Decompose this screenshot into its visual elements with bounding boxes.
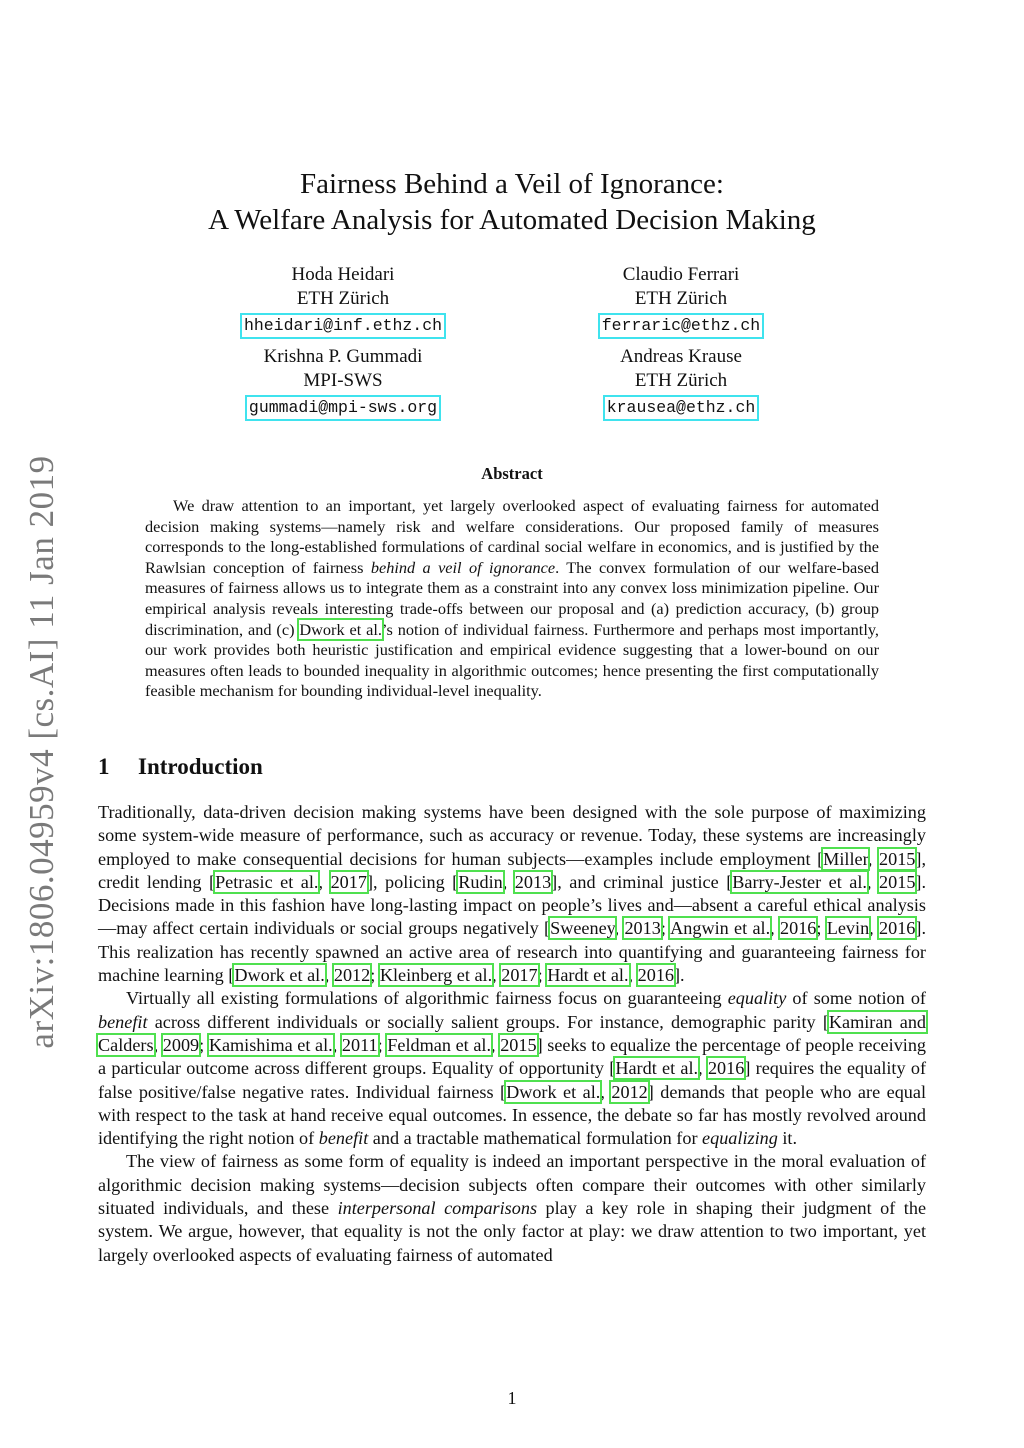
citation-year-link[interactable]: 2011 — [341, 1034, 378, 1055]
citation-link[interactable]: Dwork et al. — [299, 619, 382, 639]
introduction-body — [98, 801, 926, 1267]
author-block — [213, 263, 473, 339]
citation-year-link[interactable]: 2016 — [879, 918, 916, 939]
author-name: Andreas Krause — [620, 346, 742, 367]
citation-link[interactable]: Dwork et al. — [506, 1081, 601, 1102]
citation-year-link[interactable]: 2015 — [500, 1034, 537, 1055]
author-block — [551, 263, 811, 339]
section-number: 1 — [98, 754, 110, 779]
author-block — [213, 345, 473, 421]
citation-link[interactable]: Angwin et al. — [670, 918, 771, 939]
author-affiliation: ETH Zürich — [634, 288, 728, 309]
citation-link[interactable]: Dwork et al. — [234, 965, 325, 986]
author-email-link[interactable]: ferraric@ethz.ch — [598, 313, 764, 339]
citation-year-link[interactable]: 2013 — [514, 871, 552, 892]
citation-link[interactable]: Miller — [823, 848, 868, 869]
citation-year-link[interactable]: 2017 — [501, 965, 538, 986]
citation-link[interactable]: Sweeney — [550, 918, 615, 939]
citation-year-link[interactable]: 2013 — [624, 918, 661, 939]
author-affiliation: ETH Zürich — [296, 288, 390, 309]
paragraph: Virtually all existing formulations of algorithmic fairness focus on guaranteeing equality of some notion of benefit across different individuals or socially salient groups. For instance, demographic parity [Kamiran and Calders, 2009; Kamishima et al., 2011; Feldman et al., 2015] seeks to equalize the percentage of people receiving a particular outcome across different groups. Equality of opportunity [Hardt et al., 2016] requires the equality of false positive/false negative rates. Individual fairness [Dwork et al., 2012] demands that people who are equal with respect to the task at hand receive equal outcomes. In essence, the debate so far has mostly revolved around identifying the right notion of benefit and a tractable mathematical formulation for equalizing it. — [98, 988, 927, 1149]
author-name: Claudio Ferrari — [622, 264, 740, 285]
author-block — [551, 345, 811, 421]
paper-title — [0, 166, 1024, 238]
citation-link[interactable]: Hardt et al. — [615, 1058, 699, 1079]
page-number: 1 — [507, 1388, 517, 1408]
arxiv-identifier: arXiv:1806.04959v4 [cs.AI] 11 Jan 2019 — [22, 455, 61, 1049]
citation-link[interactable]: Rudin — [458, 871, 503, 892]
citation-link[interactable]: Barry-Jester et al. — [732, 871, 867, 892]
citation-year-link[interactable]: 2015 — [879, 871, 916, 892]
abstract-emphasis: behind a veil of ignorance — [370, 557, 556, 577]
citation-link[interactable]: Kleinberg et al. — [379, 965, 493, 986]
title-line-1: Fairness Behind a Veil of Ignorance: — [300, 168, 724, 200]
abstract-text: We draw attention to an important, yet largely overlooked aspect of evaluating fairness for automated decision making systems—namely risk and welfare considerations. Our proposed family of measures corresponds to the long-established formulations of cardinal social welfare in economics, and is justified by the Rawlsian conception of fairness behind a veil of ignorance. The convex formulation of our welfare-based measures of fairness allows us to integrate them as a constraint into any convex loss minimization pipeline. Our empirical analysis reveals interesting trade-offs between our proposal and (a) prediction accuracy, (b) group discrimination, and (c) Dwork et al.’s notion of individual fairness. Furthermore and perhaps most importantly, our work provides both heuristic justification and empirical evidence suggesting that a lower-bound on our measures often leads to bounded inequality in algorithmic outcomes; hence presenting the first computationally feasible mechanism for bounding individual-level inequality. — [145, 496, 880, 701]
author-affiliation: MPI-SWS — [303, 370, 383, 391]
citation-link[interactable]: Levin — [826, 918, 870, 939]
citation-link[interactable]: Hardt et al. — [547, 965, 629, 986]
citation-year-link[interactable]: 2015 — [879, 848, 916, 869]
citation-year-link[interactable]: 2016 — [707, 1058, 745, 1079]
author-name: Hoda Heidari — [291, 264, 395, 285]
author-name: Krishna P. Gummadi — [263, 346, 423, 367]
paragraph: The view of fairness as some form of equality is indeed an important perspective in the moral evaluation of algorithmic decision making systems—decision subjects often compare their outcomes with other similarly situated individuals, and these interpersonal comparisons play a key role in shaping their judgment of the system. We argue, however, that equality is not the only factor at play: we draw attention to two important, yet largely overlooked aspects of evaluating fairness of automated — [98, 1151, 927, 1265]
title-line-2: A Welfare Analysis for Automated Decision Making — [208, 204, 816, 236]
author-email-link[interactable]: gummadi@mpi-sws.org — [245, 395, 441, 421]
author-email-link[interactable]: krausea@ethz.ch — [603, 395, 760, 421]
citation-link[interactable]: Kamiran and Calders — [98, 1011, 927, 1055]
citation-year-link[interactable]: 2009 — [162, 1034, 200, 1055]
abstract-heading: Abstract — [481, 464, 543, 483]
citation-year-link[interactable]: 2012 — [333, 965, 371, 986]
citation-year-link[interactable]: 2016 — [780, 918, 817, 939]
author-email-link[interactable]: hheidari@inf.ethz.ch — [240, 313, 446, 339]
citation-year-link[interactable]: 2012 — [611, 1081, 648, 1102]
citation-year-link[interactable]: 2016 — [637, 965, 674, 986]
author-affiliation: ETH Zürich — [634, 370, 728, 391]
paragraph: Traditionally, data-driven decision making systems have been designed with the sole purpose of maximizing some system-wide measure of performance, such as accuracy or revenue. Today, these systems are increasingly employed to make consequential decisions for human subjects—examples include employment [Miller, 2015], credit lending [Petrasic et al., 2017], policing [Rudin, 2013], and criminal justice [Barry-Jester et al., 2015]. Decisions made in this fashion have long-lasting impact on people’s lives and—absent a careful ethical analysis—may affect certain individuals or social groups negatively [Sweeney, 2013; Angwin et al., 2016; Levin, 2016]. This realization has recently spawned an active area of research into quantifying and guaranteeing fairness for machine learning [Dwork et al., 2012; Kleinberg et al., 2017; Hardt et al., 2016]. — [98, 802, 927, 986]
citation-link[interactable]: Kamishima et al. — [208, 1034, 333, 1055]
citation-link[interactable]: Petrasic et al. — [215, 871, 319, 892]
citation-year-link[interactable]: 2017 — [330, 871, 367, 892]
section-heading — [98, 754, 263, 780]
citation-link[interactable]: Feldman et al. — [387, 1034, 491, 1055]
section-title: Introduction — [138, 754, 263, 779]
